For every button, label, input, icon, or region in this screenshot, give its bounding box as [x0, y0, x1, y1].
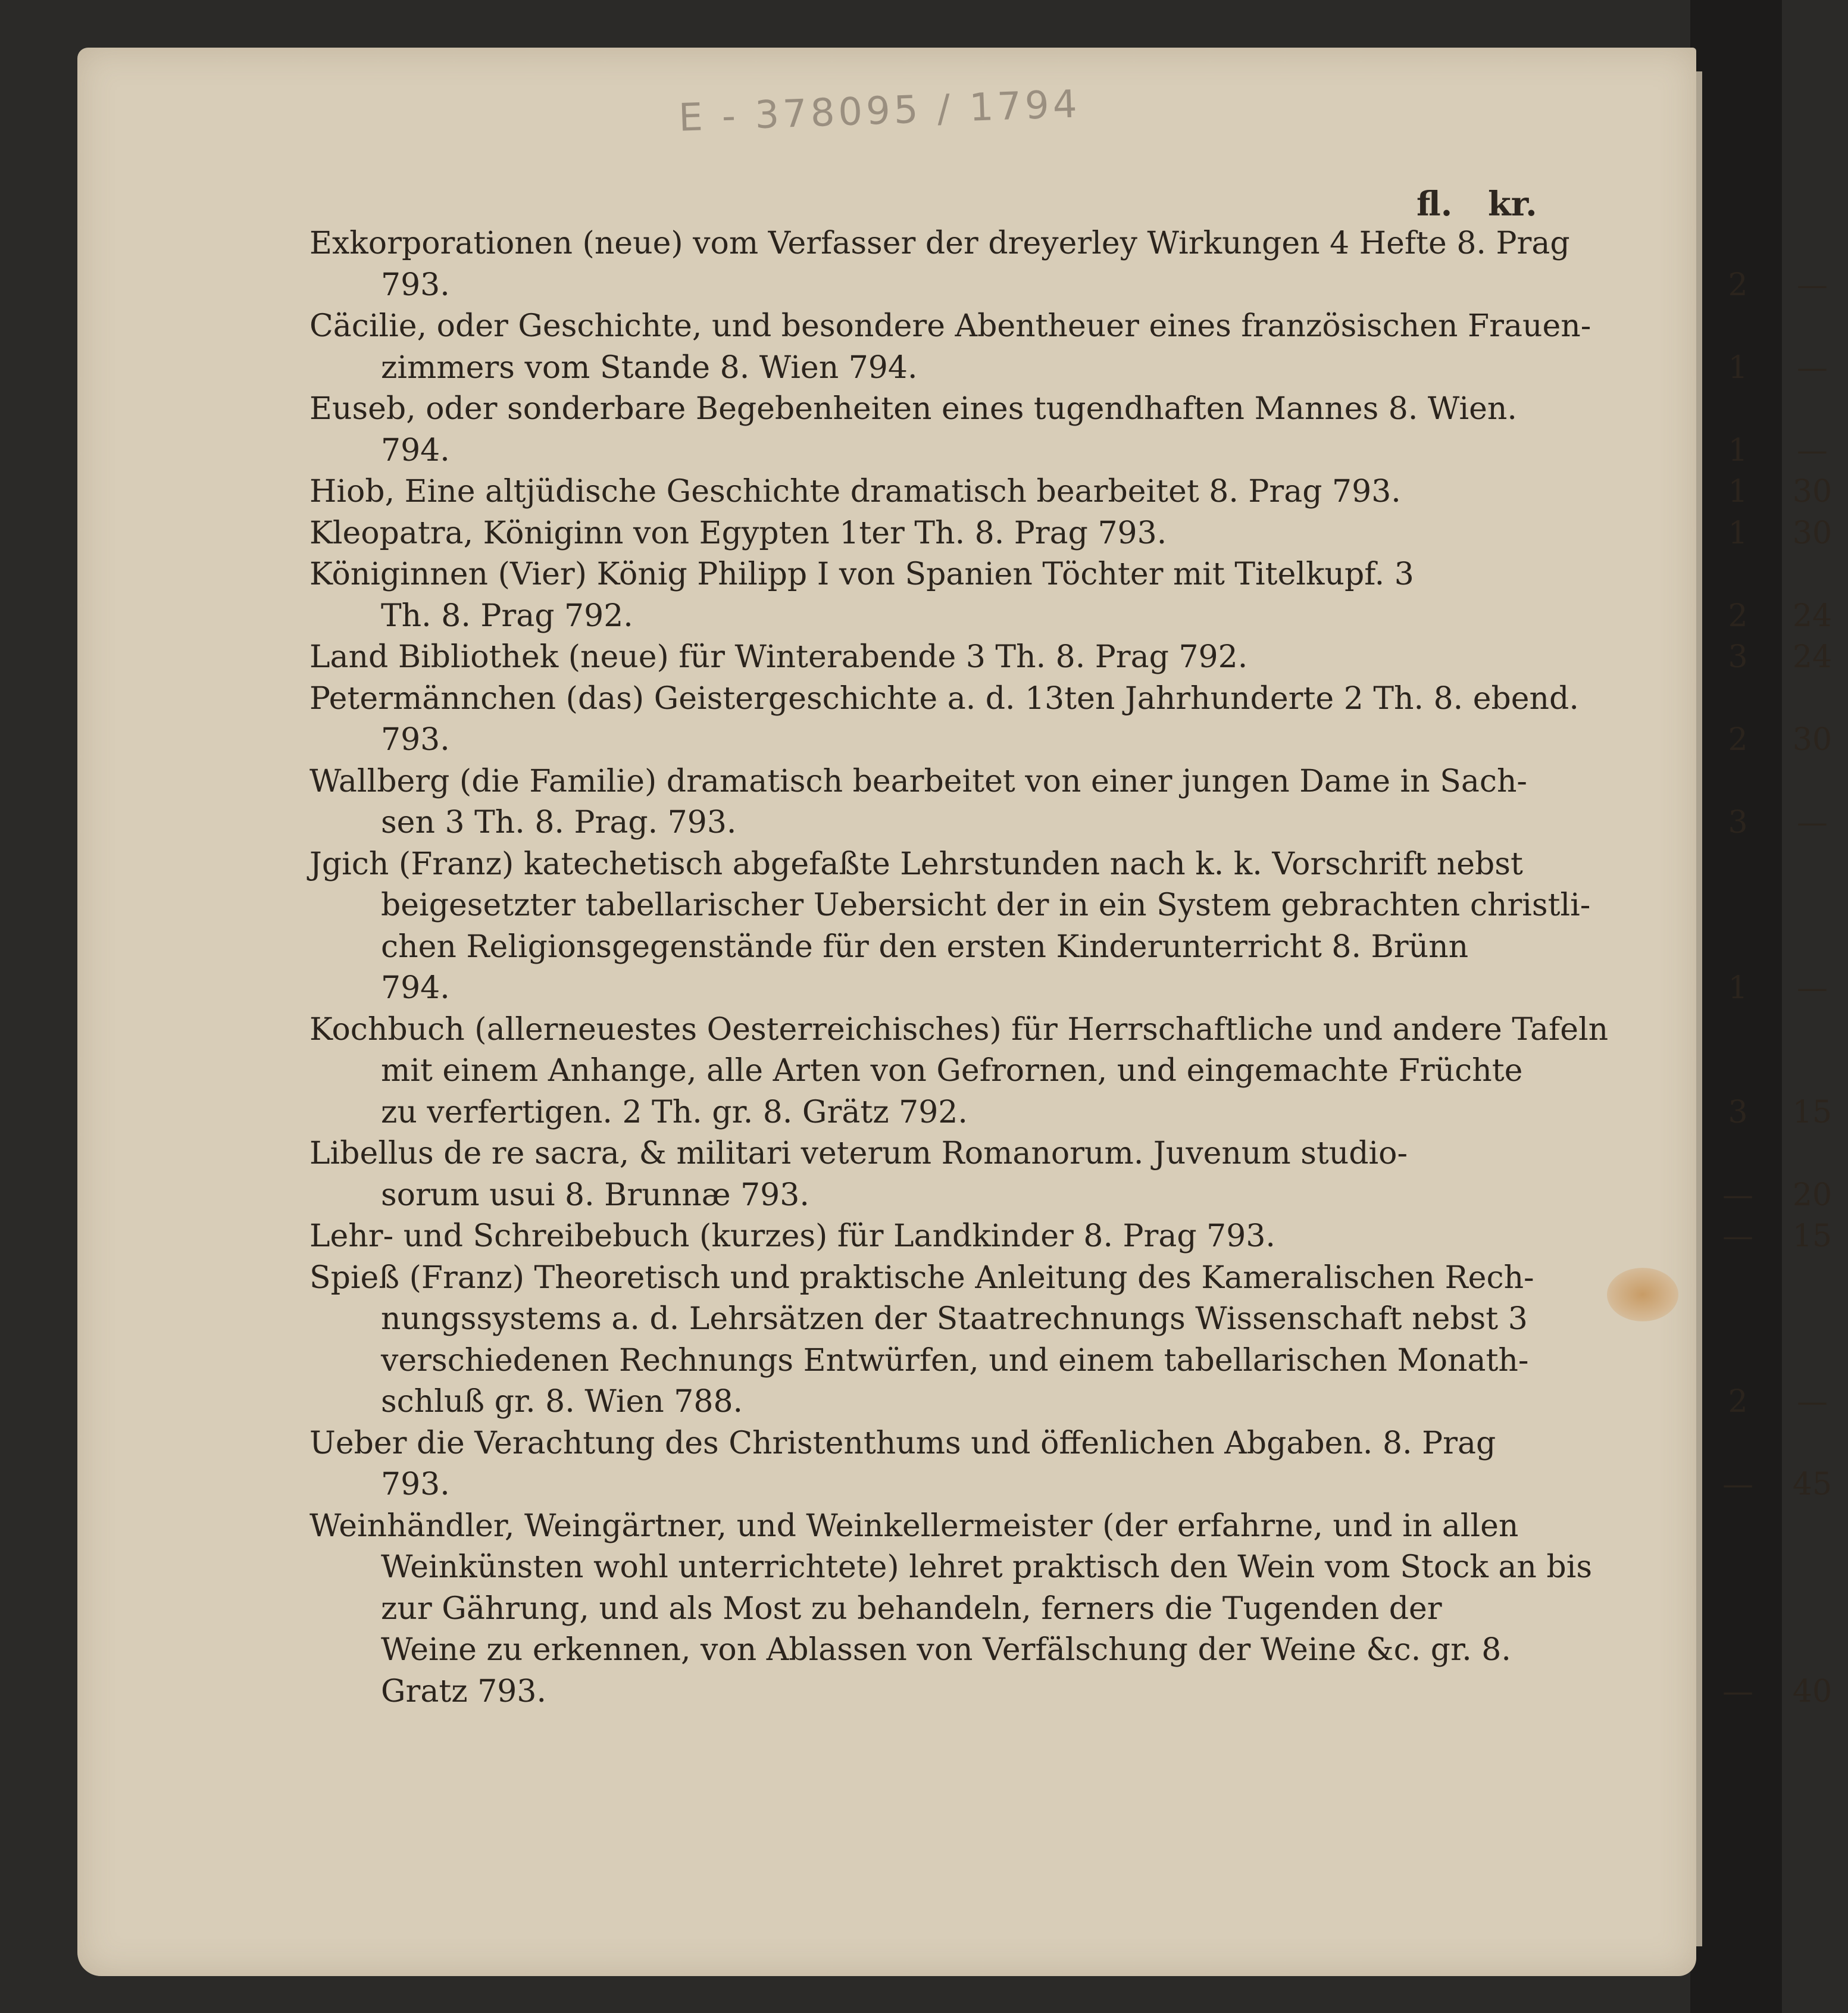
book-entry	[309, 471, 1833, 513]
price-florin: —	[1722, 1218, 1753, 1254]
entry-title-line	[309, 471, 1833, 513]
entry-text: 794.	[381, 432, 450, 468]
entry-continuation-line	[309, 1175, 1833, 1217]
price-florin: 1	[1728, 474, 1748, 509]
entry-title-line	[309, 223, 1577, 265]
book-listing	[309, 223, 1833, 1712]
entry-title-line	[309, 1009, 1609, 1051]
price-kreuzer: —	[1797, 805, 1828, 840]
entry-continuation-line	[309, 430, 1828, 472]
entry-text: 793.	[381, 267, 450, 303]
price-florin: 1	[1728, 515, 1748, 551]
entry-text: mit einem Anhange, alle Arten von Gefrornen, und eingemachte Früchte	[381, 1053, 1523, 1089]
entry-text: Gratz 793.	[381, 1673, 547, 1709]
entry-text: Cäcilie, oder Geschichte, und besondere Abentheuer eines französischen Frauen-	[309, 308, 1591, 344]
book-entry	[309, 844, 1828, 1009]
price-florin: 2	[1728, 598, 1748, 634]
price-kreuzer: 40	[1792, 1673, 1833, 1709]
entry-continuation-line	[309, 1547, 1593, 1589]
price-florin: 2	[1728, 722, 1748, 758]
entry-text: Petermännchen (das) Geistergeschichte a. d. 13ten Jahrhunderte 2 Th. 8. ebend.	[309, 680, 1579, 717]
entry-continuation-line	[309, 1464, 1833, 1506]
entry-text: Weine zu erkennen, von Ablassen von Verfälschung der Weine &c. gr. 8.	[381, 1632, 1511, 1668]
entry-title-line	[309, 389, 1577, 430]
entry-text: Kleopatra, Königinn von Egypten 1ter Th. 8. Prag 793.	[309, 515, 1167, 551]
column-header-fl: fl.	[1417, 185, 1453, 224]
entry-title-line	[309, 1216, 1833, 1258]
book-entry	[309, 389, 1828, 471]
price-kreuzer: 24	[1792, 639, 1833, 675]
entry-title-line	[309, 1423, 1577, 1465]
entry-text: sorum usui 8. Brunnæ 793.	[381, 1177, 809, 1213]
book-entry	[309, 554, 1833, 637]
entry-text: schluß gr. 8. Wien 788.	[381, 1384, 743, 1420]
entry-continuation-line	[309, 927, 1577, 968]
price-florin: 3	[1728, 1094, 1748, 1130]
entry-title-line	[309, 306, 1591, 348]
price-kreuzer: 30	[1792, 722, 1833, 758]
entry-continuation-line	[309, 720, 1833, 761]
book-entry	[309, 1506, 1833, 1713]
price-kreuzer: 24	[1792, 598, 1833, 634]
price-florin: 1	[1728, 970, 1748, 1006]
price-florin: 2	[1728, 267, 1748, 303]
price-kreuzer: 20	[1792, 1177, 1833, 1213]
price-florin: —	[1722, 1673, 1753, 1709]
entry-continuation-line	[309, 348, 1828, 389]
entry-text: Königinnen (Vier) König Philipp I von Spanien Töchter mit Titelkupf. 3	[309, 557, 1414, 592]
entry-text: 793.	[381, 722, 450, 758]
entry-text: Lehr- und Schreibebuch (kurzes) für Landkinder 8. Prag 793.	[309, 1218, 1275, 1254]
entry-text: Exkorporationen (neue) vom Verfasser der dreyerley Wirkungen 4 Hefte 8. Prag	[309, 226, 1570, 261]
entry-text: Ueber die Verachtung des Christenthums und öffenlichen Abgaben. 8. Prag	[309, 1425, 1496, 1461]
price-kreuzer: 15	[1792, 1094, 1833, 1130]
entry-title-line	[309, 679, 1577, 720]
foxing-stain	[1607, 1268, 1678, 1321]
entry-title-line	[309, 637, 1833, 679]
entry-text: beigesetzter tabellarischer Uebersicht der in ein System gebrachten christli-	[381, 887, 1591, 923]
entry-continuation-line	[309, 885, 1591, 927]
entry-continuation-line	[309, 968, 1828, 1009]
price-kreuzer: —	[1797, 1384, 1828, 1420]
price-florin: 3	[1728, 805, 1748, 840]
entry-text: Spieß (Franz) Theoretisch und praktische Anleitung des Kameralischen Rech-	[309, 1259, 1534, 1296]
entry-text: 793.	[381, 1467, 450, 1502]
entry-continuation-line	[309, 596, 1833, 637]
book-entry	[309, 1216, 1833, 1258]
entry-text: Weinhändler, Weingärtner, und Weinkellermeister (der erfahrne, und in allen	[309, 1508, 1519, 1544]
price-kreuzer: 30	[1792, 515, 1833, 551]
entry-title-line	[309, 1258, 1577, 1299]
book-entry	[309, 306, 1828, 389]
entry-text: 794.	[381, 970, 450, 1006]
book-entry	[309, 679, 1833, 761]
price-florin: 1	[1728, 432, 1748, 468]
entry-text: Jgich (Franz) katechetisch abgefaßte Lehrstunden nach k. k. Vorschrift nebst	[309, 846, 1523, 882]
entry-text: verschiedenen Rechnungs Entwürfen, und einem tabellarischen Monath-	[381, 1342, 1529, 1379]
price-florin: —	[1722, 1177, 1753, 1213]
book-entry	[309, 761, 1828, 844]
entry-text: Th. 8. Prag 792.	[381, 598, 633, 634]
price-kreuzer: 30	[1792, 474, 1833, 509]
entry-text: Wallberg (die Familie) dramatisch bearbeitet von einer jungen Dame in Sach-	[309, 763, 1528, 799]
entry-continuation-line	[309, 1051, 1577, 1092]
price-kreuzer: —	[1797, 349, 1828, 386]
book-entry	[309, 1009, 1833, 1134]
book-entry	[309, 637, 1833, 679]
price-kreuzer: 15	[1792, 1218, 1833, 1254]
entry-continuation-line	[309, 1092, 1833, 1134]
entry-continuation-line	[309, 1340, 1577, 1382]
price-florin: —	[1722, 1467, 1753, 1502]
entry-continuation-line	[309, 1381, 1828, 1423]
entry-title-line	[309, 1506, 1577, 1548]
entry-text: Kochbuch (allerneuestes Oesterreichisches) für Herrschaftliche und andere Tafeln	[309, 1011, 1609, 1048]
entry-text: nungssystems a. d. Lehrsätzen der Staatrechnungs Wissenschaft nebst 3	[381, 1301, 1528, 1337]
price-kreuzer: 45	[1792, 1467, 1833, 1502]
entry-text: zu verfertigen. 2 Th. gr. 8. Grätz 792.	[381, 1094, 968, 1130]
entry-title-line	[309, 554, 1577, 596]
entry-continuation-line	[309, 1630, 1577, 1671]
entry-text: Euseb, oder sonderbare Begebenheiten eines tugendhaften Mannes 8. Wien.	[309, 391, 1517, 427]
price-florin: 3	[1728, 639, 1748, 675]
entry-text: chen Religionsgegenstände für den ersten Kinderunterricht 8. Brünn	[381, 929, 1469, 965]
book-entry	[309, 1423, 1833, 1506]
entry-title-line	[309, 513, 1833, 555]
entry-text: Libellus de re sacra, & militari veterum Romanorum. Juvenum studio-	[309, 1136, 1408, 1171]
book-entry	[309, 513, 1833, 555]
entry-title-line	[309, 761, 1577, 803]
entry-text: zimmers vom Stande 8. Wien 794.	[381, 349, 918, 386]
column-header-kr: kr.	[1488, 185, 1537, 224]
book-entry	[309, 1133, 1833, 1216]
price-florin: 1	[1728, 349, 1748, 386]
entry-title-line	[309, 844, 1577, 886]
entry-text: zur Gährung, und als Most zu behandeln, ferners die Tugenden der	[381, 1590, 1442, 1627]
entry-continuation-line	[309, 1589, 1577, 1630]
book-entry	[309, 1258, 1828, 1423]
price-kreuzer: —	[1797, 970, 1828, 1006]
entry-continuation-line	[309, 802, 1828, 844]
entry-title-line	[309, 1133, 1577, 1175]
entry-text: Hiob, Eine altjüdische Geschichte dramatisch bearbeitet 8. Prag 793.	[309, 474, 1401, 509]
entry-continuation-line	[309, 1299, 1577, 1340]
price-florin: 2	[1728, 1384, 1748, 1420]
entry-text: Weinkünsten wohl unterrichtete) lehret praktisch den Wein vom Stock an bis	[381, 1549, 1593, 1585]
entry-continuation-line	[309, 1671, 1833, 1713]
entry-text: Land Bibliothek (neue) für Winterabende 3 Th. 8. Prag 792.	[309, 639, 1248, 675]
book-entry	[309, 223, 1828, 306]
price-kreuzer: —	[1797, 267, 1828, 303]
shelfmark: E - 378095 / 1794	[677, 82, 1081, 140]
entry-text: sen 3 Th. 8. Prag. 793.	[381, 805, 737, 840]
entry-continuation-line	[309, 265, 1828, 307]
price-kreuzer: —	[1797, 432, 1828, 468]
